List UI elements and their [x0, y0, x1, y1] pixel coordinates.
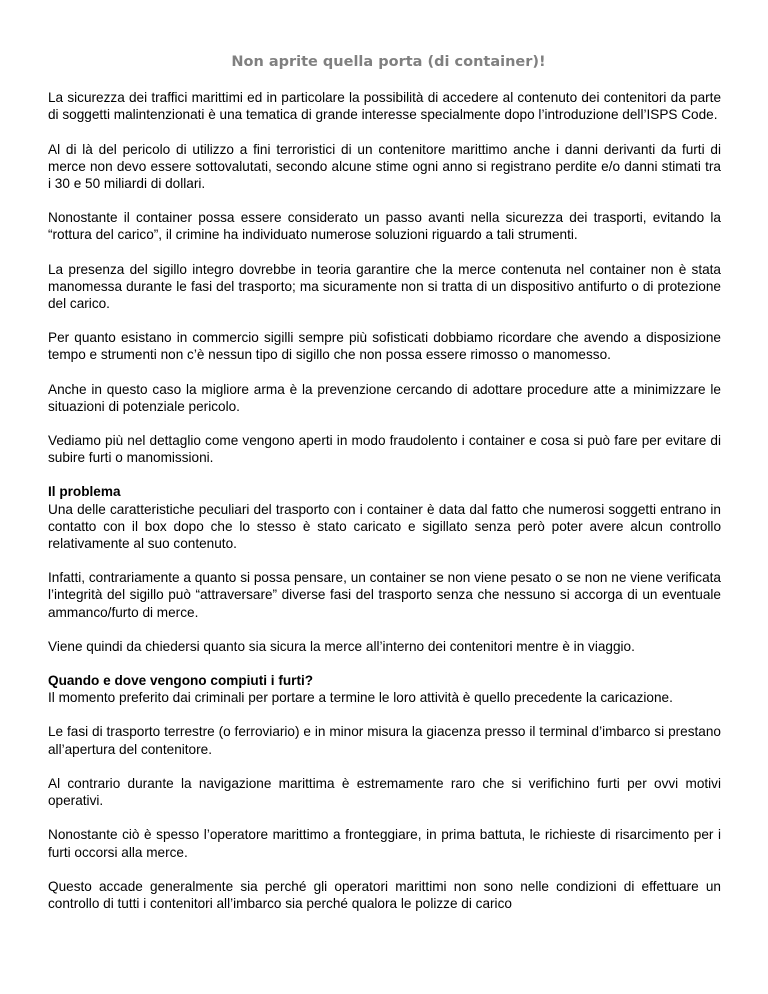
paragraph: Questo accade generalmente sia perché gli operatori marittimi non sono nelle condizioni di effettuare un controllo di tutti i contenitori all’imbarco sia perché qualora le polizze di carico — [48, 878, 721, 911]
paragraph: Al di là del pericolo di utilizzo a fini terroristici di un contenitore marittimo anche i danni derivanti da furti di merce non devo essere sottovalutati, secondo alcune stime ogni anno si registrano perdite e/o danni stimati tra i 30 e 50 miliardi di dollari. — [48, 141, 721, 192]
paragraph: Viene quindi da chiedersi quanto sia sicura la merce all’interno dei contenitori mentre è in viaggio. — [48, 638, 635, 654]
page-title: Non aprite quella porta (di container)! — [231, 54, 546, 70]
paragraph: Anche in questo caso la migliore arma è la prevenzione cercando di adottare procedure atte a minimizzare le situazioni di potenziale pericolo. — [48, 381, 721, 414]
paragraph: Il momento preferito dai criminali per portare a termine le loro attività è quello precedente la caricazione. — [48, 690, 673, 706]
paragraph: La sicurezza dei traffici marittimi ed in particolare la possibilità di accedere al contenuto dei contenitori da parte di soggetti malintenzionati è una tematica di grande interesse specialmente dopo l’introduzione dell’ISPS Code. — [48, 90, 721, 123]
section-heading-problem: Il problema — [48, 484, 121, 500]
paragraph: Una delle caratteristiche peculiari del trasporto con i container è data dal fatto che numerosi soggetti entrano in contatto con il box dopo che lo stesso è stato caricato e sigillato senza però poter avere alcun controllo relativamente al suo contenuto. — [48, 501, 721, 552]
paragraph: Nonostante il container possa essere considerato un passo avanti nella sicurezza dei trasporti, evitando la “rottura del carico”, il crimine ha individuato numerose soluzioni riguardo a tali strumenti. — [48, 210, 721, 243]
paragraph: Al contrario durante la navigazione marittima è estremamente raro che si verifichino furti per ovvi motivi operativi. — [48, 775, 721, 809]
paragraph: Per quanto esistano in commercio sigilli sempre più sofisticati dobbiamo ricordare che avendo a disposizione tempo e strumenti non c’è nessun tipo di sigillo che non possa essere rimosso o manomesso. — [48, 330, 721, 363]
paragraph: Vediamo più nel dettaglio come vengono aperti in modo fraudolento i container e cosa si può fare per evitare di subire furti o manomissioni. — [48, 433, 721, 466]
paragraph: Infatti, contrariamente a quanto si possa pensare, un container se non viene pesato o se non ne viene verificata l’integrità del sigillo può “attraversare” diverse fasi del trasporto senza che nessuno si accorga di un eventuale ammanco/furto di merce. — [48, 570, 721, 620]
section-heading-thefts: Quando e dove vengono compiuti i furti? — [48, 673, 314, 689]
document-page — [48, 54, 721, 929]
paragraph: Nonostante ciò è spesso l’operatore marittimo a fronteggiare, in prima battuta, le richieste di risarcimento per i furti occorsi alla merce. — [48, 827, 721, 860]
paragraph: La presenza del sigillo integro dovrebbe in teoria garantire che la merce contenuta nel container non è stata manomessa durante le fasi del trasporto; ma sicuramente non si tratta di un dispositivo antifurto o di protezione del carico. — [48, 261, 721, 312]
paragraph: Le fasi di trasporto terrestre (o ferroviario) e in minor misura la giacenza presso il terminal d’imbarco si prestano all’apertura del contenitore. — [48, 724, 721, 757]
